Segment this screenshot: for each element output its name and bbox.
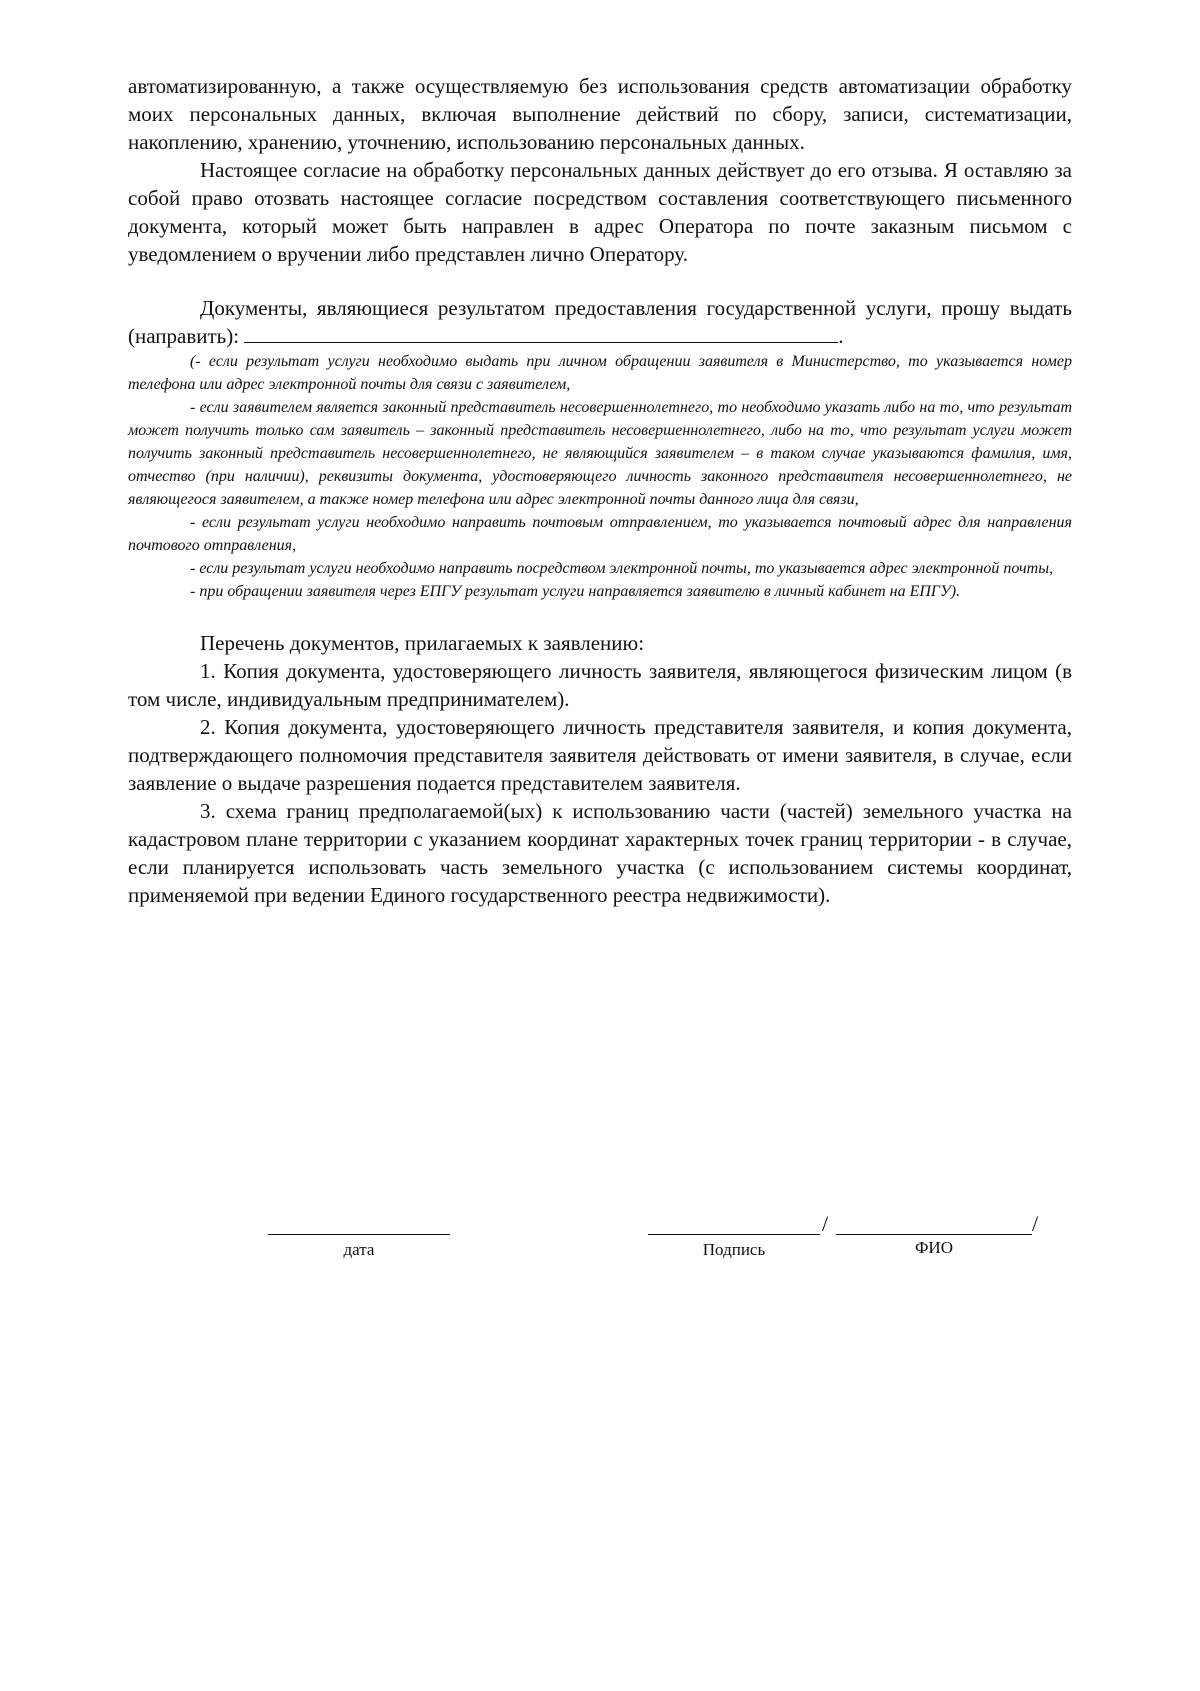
documents-list-item: 1. Копия документа, удостоверяющего личность заявителя, являющегося физическим лицом (в том числе, индивидуальным предпринимателем). <box>128 659 1072 711</box>
name-field-line[interactable] <box>836 1234 1032 1235</box>
date-label: дата <box>343 1240 375 1259</box>
note-item: - при обращении заявителя через ЕПГУ результат услуги направляется заявителю в личный кабинет на ЕПГУ). <box>190 583 961 600</box>
result-delivery-blank-field[interactable] <box>244 322 838 343</box>
signature-block <box>0 1198 1200 1268</box>
result-delivery-period: . <box>838 324 844 348</box>
documents-list-item: 2. Копия документа, удостоверяющего личность представителя заявителя, и копия документа, подтверждающего полномочия представителя заявителя действовать от имени заявителя, в случае, если заявление о выдаче разрешения подается представителем заявителя. <box>128 715 1072 795</box>
note-item: - если заявителем является законный представитель несовершеннолетнего, то необходимо указать либо на то, что результат может получить только сам заявитель – законный представитель несовершеннолетнего, либо на то, что результат услуги может получить законный представитель несовершеннолетнего, не являющийся заявителем – в таком случае указываются фамилия, имя, отчество (при наличии), реквизиты документа, удостоверяющего личность законного представителя несовершеннолетнего, не являющегося заявителем, а также номер телефона или адрес электронной почты данного лица для связи, <box>128 399 1072 508</box>
result-delivery-paragraph <box>128 294 1072 350</box>
signature-field-line[interactable] <box>648 1234 820 1235</box>
note-item: (- если результат услуги необходимо выдать при личном обращении заявителя в Министерство, то указывается номер телефона или адрес электронной почты для связи с заявителем, <box>128 353 1072 393</box>
note-item: - если результат услуги необходимо направить почтовым отправлением, то указывается почтовый адрес для направления почтового отправления, <box>128 514 1072 554</box>
consent-paragraph-continuation: автоматизированную, а также осуществляемую без использования средств автоматизации обработку моих персональных данных, включая выполнение действий по сбору, записи, систематизации, накоплению, хранению, уточнению, использованию персональных данных. <box>128 74 1072 154</box>
date-field-line[interactable] <box>268 1234 450 1235</box>
documents-list-item: 3. схема границ предполагаемой(ых) к использованию части (частей) земельного участка на кадастровом плане территории с указанием координат характерных точек границ территории - в случае, если планируется использовать часть земельного участка (с использованием системы координат, применяемой при ведении Единого государственного реестра недвижимости). <box>128 799 1072 907</box>
separator-slash: / <box>822 1211 829 1236</box>
note-item: - если результат услуги необходимо направить посредством электронной почты, то указывается адрес электронной почты, <box>190 560 1054 577</box>
name-label: ФИО <box>915 1238 953 1257</box>
consent-revocation-paragraph: Настоящее согласие на обработку персональных данных действует до его отзыва. Я оставляю за собой право отозвать настоящее согласие посредством составления соответствующего письменного документа, который может быть направлен в адрес Оператора по почте заказным письмом с уведомлением о вручении либо представлен лично Оператору. <box>128 158 1072 266</box>
separator-slash: / <box>1032 1211 1039 1236</box>
spacer <box>128 268 1072 294</box>
documents-list-heading: Перечень документов, прилагаемых к заявлению: <box>200 631 645 655</box>
spacer <box>128 603 1072 629</box>
signature-label: Подпись <box>702 1240 766 1259</box>
document-body <box>128 72 1072 909</box>
result-delivery-text: Документы, являющиеся результатом предоставления государственной услуги, прошу выдать (направить): <box>128 296 1072 348</box>
